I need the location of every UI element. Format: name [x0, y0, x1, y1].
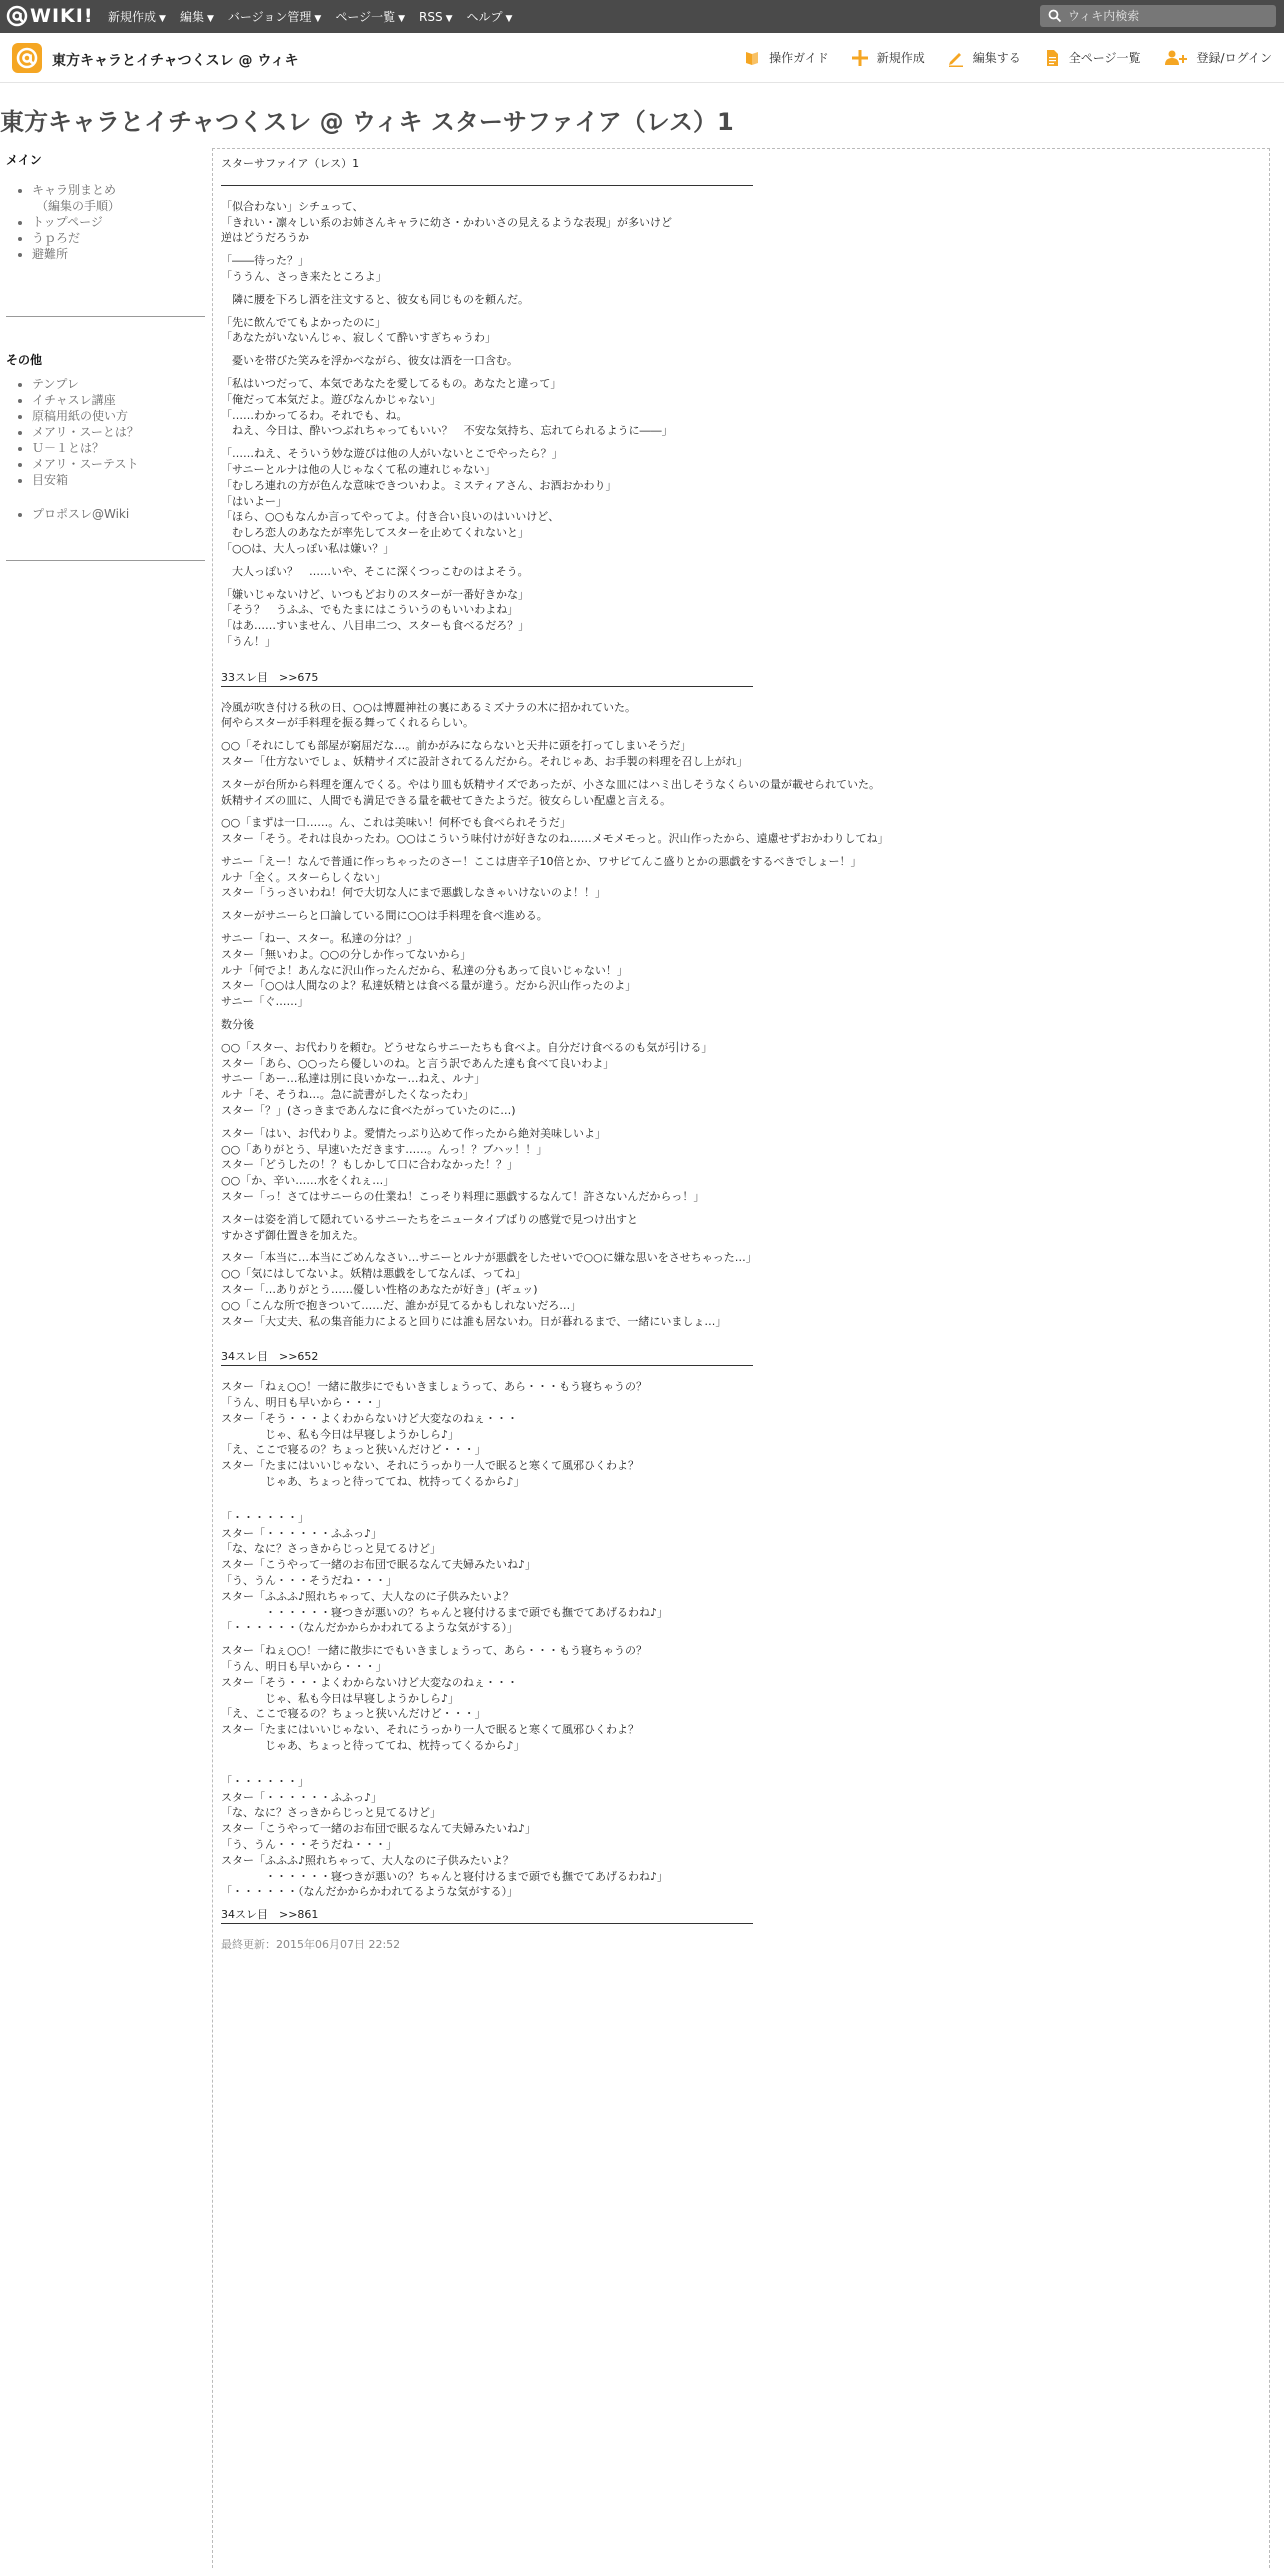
spacer	[221, 1503, 1261, 1510]
caret-down-icon: ▼	[159, 14, 166, 24]
spacer	[221, 770, 1261, 777]
document-icon	[1043, 49, 1061, 67]
spacer	[221, 847, 1261, 854]
text-block: スターは姿を消して隠れているサニーたちをニュータイプばりの感覚で見つけ出すと すかさず御仕置きを加えた。	[221, 1212, 639, 1242]
spacer	[221, 731, 1261, 738]
sidebar-other-list	[0, 376, 139, 488]
sidebar-link-top[interactable]: トップページ	[32, 215, 103, 229]
sidebar-main-heading: メイン	[6, 153, 42, 167]
article-body	[221, 156, 1261, 1953]
sidebar-link-marysue-test[interactable]: メアリ・スーテスト	[32, 457, 139, 471]
sidebar-item-u1	[32, 440, 139, 456]
site-title[interactable]: 東方キャラとイチャつくスレ @ ウィキ	[52, 53, 299, 69]
sidebar-item-top	[32, 214, 205, 230]
nav-edit[interactable]: 編集 ▼	[179, 10, 214, 24]
edit-button[interactable]	[947, 49, 1021, 67]
spacer	[221, 439, 1261, 446]
sidebar-item-suggestion-box	[32, 472, 139, 488]
spacer	[221, 369, 1261, 376]
spacer	[221, 1924, 1261, 1937]
top-bar	[0, 0, 1284, 33]
sidebar-item-uploader	[32, 230, 205, 246]
guide-label: 操作ガイド	[769, 51, 829, 65]
spacer	[221, 308, 1261, 315]
header-actions	[721, 33, 1272, 82]
spacer	[221, 1366, 1261, 1379]
plus-icon	[851, 49, 869, 67]
spacer	[221, 901, 1261, 908]
new-page-label: 新規作成	[876, 51, 925, 65]
sidebar-link-template[interactable]: テンプレ	[32, 377, 79, 391]
text-block: スター「本当に…本当にごめんなさい…サニーとルナが悪戯をしたせいで○○に嫌な思いをさせちゃった…」 ○○「気にはしてないよ。妖精は悪戯をしてなんぼ、ってね」 スター「…ありがとう……優しい性格のあなたが好き」(ギュッ) ○○「こんな所で抱きついて……だ、誰かが見てるかもしれないだろ…」 スター「大丈夫、私の集音能力によると回りには誰も居ないわ。日が暮れるまで、一緒にいましょ…」	[221, 1251, 757, 1328]
atwiki-logo[interactable]	[6, 4, 93, 28]
caret-down-icon: ▼	[314, 14, 322, 24]
nav-rss[interactable]: RSS ▼	[419, 9, 453, 24]
sidebar	[0, 148, 205, 521]
caret-down-icon: ▼	[505, 14, 513, 24]
logo-text: WIKI!	[30, 5, 94, 27]
text-block: スターサファイア（レス）1	[221, 157, 360, 170]
text-block: 34スレ目 >>652	[221, 1350, 319, 1364]
at-logo-icon	[6, 5, 28, 27]
spacer	[221, 808, 1261, 815]
sidebar-divider	[6, 316, 205, 317]
spacer	[221, 1033, 1261, 1040]
spacer	[221, 1119, 1261, 1126]
spacer	[221, 1754, 1261, 1767]
nav-page-list[interactable]: ページ一覧 ▼	[335, 10, 406, 24]
text-block: サニー「ねー、スター。私達の分は？」 スター「無いわよ。○○の分しか作ってないから」 ルナ「何でよ！あんなに沢山作ったんだから、私達の分もあって良いじゃない！」 スター「○○は人間なのよ？私達妖精とは食べる量が違う。だから沢山作ったのよ」 サニー「ぐ……」	[221, 932, 637, 1009]
text-block: 34スレ目 >>861	[221, 1908, 319, 1922]
pencil-icon	[947, 49, 965, 67]
text-block: スターがサニーらと口論している間に○○は手料理を食べ進める。	[221, 909, 548, 923]
spacer	[221, 1010, 1261, 1017]
sidebar-item-chara	[32, 182, 205, 214]
search-icon[interactable]	[1048, 9, 1062, 23]
text-block: 「・・・・・・」 スター「・・・・・・ふふっ♪」 「な、なに？さっきからじっと見てるけど」 スター「こうやって一緒のお布団で眠るなんて夫婦みたいね♪」 「う、うん・・・そうだね・・・」 スター「ふふふ♪照れちゃって、大人なのに子供みたいよ？ ・・・・・・寝つきが悪いの？ちゃんと寝付けるまで頭でも撫でてあげるわね♪」 「・・・・・・（なんだかからかわれてるような気がする）」	[221, 1510, 669, 1635]
spacer	[221, 557, 1261, 564]
text-block: スター「ねぇ○○！一緒に散歩にでもいきましょうって、あら・・・もう寝ちゃうの？ 「うん、明日も早いから・・・」 スター「そう・・・よくわからないけど大変なのねぇ・・・ じゃ、私も今日は早寝しようかしら♪」 「え、ここで寝るの？ちょっと狭いんだけど・・・」 スター「たまにはいいじゃない、それにうっかり一人で眠ると寒くて風邪ひくわよ？ じゃあ、ちょっと待っててね、枕持ってくるから♪」	[221, 1644, 647, 1752]
sidebar-item-course	[32, 392, 139, 408]
site-header	[0, 33, 1284, 83]
text-block: 「似合わない」シチュって、 「きれい・凛々しい系のお姉さんキャラに幼さ・かわいさの見えるような表現」が多いけど 逆はどうだろうか	[221, 199, 672, 245]
login-label: 登録/ログイン	[1196, 51, 1272, 65]
text-block: サニー「えー！なんで普通に作っちゃったのさー！ここは唐辛子10倍とか、ワサビてんこ盛りとかの悪戯をするべきでしょー！」 ルナ「全く。スターらしくない」 スター「うっさいわね！何で大切な人にまで悪戯しなきゃいけないのよ！！」	[221, 854, 862, 900]
text-block: 冷風が吹き付ける秋の日、○○は博麗神社の裏にあるミズナラの木に招かれていた。 何やらスターが手料理を振る舞ってくれるらしい。	[221, 700, 636, 730]
site-logo-icon[interactable]	[12, 43, 42, 73]
text-block: ○○「それにしても部屋が窮屈だな…。前かがみにならないと天井に頭を打ってしまいそうだ」 スター「仕方ないでしょ、妖精サイズに設計されてるんだから。それじゃあ、お手製の料理を召し上がれ」	[221, 739, 748, 768]
spacer	[221, 186, 1261, 199]
text-block: 「・・・・・・」 スター「・・・・・・ふふっ♪」 「な、なに？さっきからじっと見てるけど」 スター「こうやって一緒のお布団で眠るなんて夫婦みたいね♪」 「う、うん・・・そうだね・・・」 スター「ふふふ♪照れちゃって、大人なのに子供みたいよ？ ・・・・・・寝つきが悪いの？ちゃんと寝付けるまで頭でも撫でてあげるわね♪」 「・・・・・・（なんだかからかわれてるような気がする）」	[221, 1774, 669, 1899]
main-content	[212, 148, 1270, 2568]
spacer	[221, 285, 1261, 292]
spacer	[221, 924, 1261, 931]
text-block: 「私はいつだって、本気であなたを愛してるもの。あなたと違って」 「俺だって本気だよ。遊びなんかじゃない」 「……わかってるわ。それでも、ね。 ねえ、今日は、酔いつぶれちゃってもいい？ 不安な気持ち、忘れてられるように――」	[221, 376, 673, 438]
sidebar-item-marysue	[32, 424, 139, 440]
text-block: 「先に飲んでてもよかったのに」 「あなたがいないんじゃ、寂しくて酔いすぎちゃうわ」	[221, 315, 496, 345]
text-block: 33スレ目 >>675	[221, 670, 319, 684]
sidebar-link-uploader[interactable]: うｐろだ	[32, 231, 81, 245]
sidebar-link-u1[interactable]: Ｕ－１とは？	[32, 441, 105, 455]
spacer	[221, 1243, 1261, 1250]
nav-version[interactable]: バージョン管理 ▼	[227, 10, 322, 24]
users-icon	[1163, 49, 1189, 67]
caret-down-icon: ▼	[206, 14, 214, 24]
spacer	[221, 580, 1261, 587]
spacer	[221, 1636, 1261, 1643]
sidebar-link-edit-guide[interactable]: （編集の手順）	[36, 199, 121, 213]
sidebar-link-shelter[interactable]: 避難所	[32, 247, 69, 261]
spacer	[221, 346, 1261, 353]
text-block: 数分後	[221, 1018, 254, 1032]
book-icon	[743, 49, 761, 67]
sidebar-other-heading: その他	[6, 353, 43, 367]
nav-new[interactable]: 新規作成 ▼	[108, 10, 166, 24]
caret-down-icon: ▼	[398, 14, 406, 24]
sidebar-divider	[6, 560, 205, 561]
nav-help[interactable]: ヘルプ ▼	[466, 10, 513, 24]
spacer	[221, 687, 1261, 700]
spacer	[221, 246, 1261, 253]
text-block: 「……ねえ、そういう妙な遊びは他の人がいないとこでやったら？」 「サニーとルナは他の人じゃなくて私の連れじゃない」 「むしろ連れの方が色んな意味できついわよ。ミスティアさん、お酒おかわり」 「はいよー」 「ほら、○○もなんか言ってやってよ。付き合い良いのはいいけど、 むしろ恋人のあなたが率先してスターを止めてくれないと」 「○○は、大人っぽい私は嫌い？」	[221, 447, 617, 555]
spacer	[221, 1329, 1261, 1342]
text-block: スター「はい、お代わりよ。愛情たっぷり込めて作ったから絶対美味しいよ」 ○○「ありがとう、早速いただきます……。んっ！？ブハッ！！」 スター「どうしたの！？もしかして口に合わなかった！？」 ○○「か、辛い……水をくれぇ…」 スター「っ！さてはサニーらの仕業ね！こっそり料理に悪戯するなんて！許さないんだからっ！」	[221, 1126, 705, 1204]
login-button[interactable]	[1163, 49, 1272, 67]
text-block: 憂いを帯びた笑みを浮かべながら、彼女は酒を一口含む。	[221, 354, 518, 368]
sidebar-link-course[interactable]: イチャスレ講座	[32, 393, 116, 407]
spacer	[221, 1205, 1261, 1212]
search-box	[1040, 5, 1276, 27]
top-nav	[108, 0, 526, 33]
text-block: 「――待った？」 「ううん、さっき来たところよ」	[221, 254, 387, 283]
sidebar-item-template	[32, 376, 139, 392]
sidebar-link-manuscript[interactable]: 原稿用紙の使い方	[32, 409, 129, 423]
sidebar-item-marysue-test	[32, 456, 139, 472]
spacer	[221, 172, 1261, 185]
text-block: ○○「まずは一口……。ん、これは美味い！何杯でも食べられそうだ」 スター「そう。それは良かったわ。○○はこういう味付けが好きなのね……メモメモっと。沢山作ったから、遠慮せずおかわりしてね」	[221, 816, 889, 846]
sidebar-item-manuscript	[32, 408, 139, 424]
spacer	[221, 1900, 1261, 1907]
caret-down-icon: ▼	[445, 13, 453, 24]
text-block: スターが台所から料理を運んでくる。やはり皿も妖精サイズであったが、小さな皿にはハミ出しそうなくらいの量が載せられていた。 妖精サイズの皿に、人間でも満足できる量を載せてきたようだ。彼女らしい配慮と言える。	[221, 777, 881, 807]
all-pages-label: 全ページ一覧	[1068, 51, 1141, 65]
all-pages-button[interactable]	[1043, 49, 1141, 67]
sidebar-link-marysue[interactable]: メアリ・スーとは？	[32, 425, 139, 439]
spacer	[221, 1767, 1261, 1774]
spacer	[221, 1342, 1261, 1349]
text-block: 大人っぽい？ ……いや、そこに深くつっこむのはよそう。	[221, 564, 529, 578]
text-block: 隣に腰を下ろし酒を注文すると、彼女も同じものを頼んだ。	[221, 292, 529, 306]
sidebar-extra-list	[0, 506, 129, 522]
sidebar-item-propo	[32, 506, 129, 522]
text-block: 「嫌いじゃないけど、いつもどおりのスターが一番好きかな」 「そう？ うふふ、でもたまにはこういうのもいいわよね」 「はあ……すいません、八目串二つ、スターも食べるだろ？」 「うん！」	[221, 587, 530, 648]
edit-label: 編集する	[972, 51, 1021, 65]
text-block: ○○「スター、お代わりを頼む。どうせならサニーたちも食べよ。自分だけ食べるのも気が引ける」 スター「あら、○○ったら優しいのね。と言う訳であんた達も食べて良いわよ」 サニー「あー…私達は別に良いかなー…ねえ、ルナ」 ルナ「そ、そうね…。急に読書がしたくなったわ」 スター「？」(さっきまであんなに食べたがっていたのに…)	[221, 1040, 713, 1118]
search-input[interactable]	[1066, 8, 1270, 24]
spacer	[221, 1490, 1261, 1503]
sidebar-item-shelter	[32, 246, 205, 262]
spacer	[221, 650, 1261, 663]
text-block: スター「ねぇ○○！一緒に散歩にでもいきましょうって、あら・・・もう寝ちゃうの？ 「うん、明日も早いから・・・」 スター「そう・・・よくわからないけど大変なのねぇ・・・ じゃ、私も今日は早寝しようかしら♪」 「え、ここで寝るの？ちょっと狭いんだけど・・・」 スター「たまにはいいじゃない、それにうっかり一人で眠ると寒くて風邪ひくわよ？ じゃあ、ちょっと待っててね、枕持ってくるから♪」	[221, 1380, 647, 1488]
guide-button[interactable]	[743, 49, 829, 67]
sidebar-main-list	[0, 182, 205, 262]
sidebar-link-propo[interactable]: プロポスレ@Wiki	[32, 507, 130, 521]
page-title: 東方キャラとイチャつくスレ @ ウィキ スターサファイア（レス）1	[0, 108, 734, 136]
last-updated: 最終更新：2015年06月07日 22:52	[221, 1937, 401, 1951]
new-page-button[interactable]	[851, 49, 925, 67]
sidebar-link-suggestion-box[interactable]: 目安箱	[32, 473, 69, 487]
spacer	[221, 663, 1261, 670]
sidebar-link-chara[interactable]: キャラ別まとめ	[32, 183, 117, 197]
